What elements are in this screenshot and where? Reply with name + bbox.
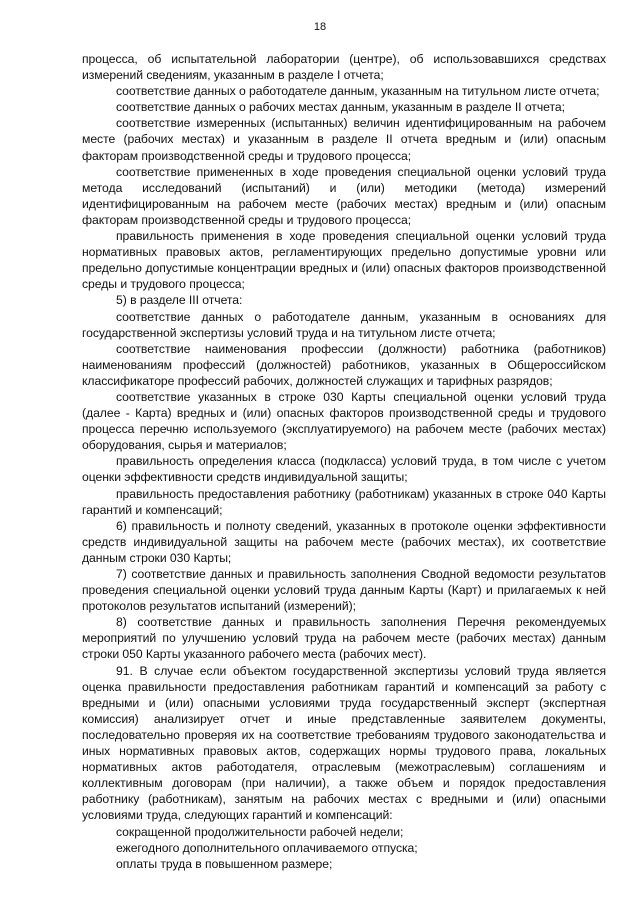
- paragraph: правильность предоставления работнику (работникам) указанных в строке 040 Карты гарантий и компенсаций;: [82, 486, 606, 517]
- paragraph: 8) соответствие данных и правильность заполнения Перечня рекомендуемых мероприятий по улучшению условий труда на рабочем месте (рабочих местах) данным строки 050 Карты указанного рабочего места (рабочих мест).: [82, 615, 606, 662]
- paragraph: 7) соответствие данных и правильность заполнения Сводной ведомости результатов проведения специальной оценки условий труда данным Карты (Карт) и прилагаемых к ней протоколов результатов испытаний (измерений);: [82, 567, 606, 614]
- paragraph: правильность применения в ходе проведения специальной оценки условий труда нормативных правовых актов, регламентирующих предельно допустимые уровни или предельно допустимые концентрации вредных и (или) опасных факторов производственной среды и трудового процесса;: [82, 229, 606, 292]
- section-heading: 5) в разделе III отчета:: [116, 293, 243, 308]
- paragraph: соответствие примененных в ходе проведения специальной оценки условий труда метода исследований (испытаний) и (или) методики (метода) измерений идентифицированным на рабочем месте (рабочих местах) вредным и (или) опасным факторам производственной среды и трудового процесса;: [82, 164, 606, 227]
- paragraph: соответствие указанных в строке 030 Карты специальной оценки условий труда (далее - Карта) вредных и (или) опасных факторов производственной среды и трудового процесса перечню используемого (эксплуатируемого) на рабочем месте (рабочих местах) оборудования, сырья и материалов;: [82, 389, 606, 453]
- paragraph: процесса, об испытательной лаборатории (центре), об использовавшихся средствах измерений сведениям, указанным в разделе I отчета;: [82, 52, 606, 83]
- document-body: [82, 51, 606, 872]
- list-item: ежегодного дополнительного оплачиваемого отпуска;: [116, 840, 418, 855]
- paragraph: соответствие данных о работодателе данным, указанным в основаниях для государственной экспертизы условий труда и на титульном листе отчета;: [82, 309, 606, 340]
- list-item: сокращенной продолжительности рабочей недели;: [116, 824, 404, 839]
- page-number: 18: [313, 21, 327, 33]
- paragraph: соответствие наименования профессии (должности) работника (работников) наименованиям профессий (должностей) работников, указанных в Общероссийском классификаторе профессий рабочих, должностей служащих и тарифных разрядов;: [82, 341, 606, 388]
- paragraph: 6) правильность и полноту сведений, указанных в протоколе оценки эффективности средств индивидуальной защиты на рабочем месте (рабочих местах), их соответствие данным строки 030 Карты;: [82, 518, 606, 565]
- paragraph: соответствие данных о работодателе данным, указанным на титульном листе отчета;: [116, 84, 600, 99]
- paragraph: соответствие данных о рабочих местах данным, указанным в разделе II отчета;: [116, 100, 565, 115]
- list-item: оплаты труда в повышенном размере;: [116, 856, 333, 871]
- paragraph: 91. В случае если объектом государственной экспертизы условий труда является оценка правильности предоставления работникам гарантий и компенсаций за работу с вредными и (или) опасными условиями труда государственный эксперт (экспертная комиссия) анализирует отчет и иные представленные заявителем документы, последовательно проверяя их на соответствие требованиям трудового законодательства и иных нормативных правовых актов, содержащих нормы трудового права, локальных нормативных актов работодателя, отраслевым (межотраслевым) соглашениям и коллективным договорам (при наличии), а также объем и порядок предоставления работнику (работникам), занятым на рабочих местах с вредными и (или) опасными условиями труда, следующих гарантий и компенсаций:: [82, 663, 606, 823]
- paragraph: правильность определения класса (подкласса) условий труда, в том числе с учетом оценки эффективности средств индивидуальной защиты;: [82, 454, 606, 485]
- paragraph: соответствие измеренных (испытанных) величин идентифицированным на рабочем месте (рабочих местах) и указанным в разделе II отчета вредным и (или) опасным факторам производственной среды и трудового процесса;: [82, 116, 606, 163]
